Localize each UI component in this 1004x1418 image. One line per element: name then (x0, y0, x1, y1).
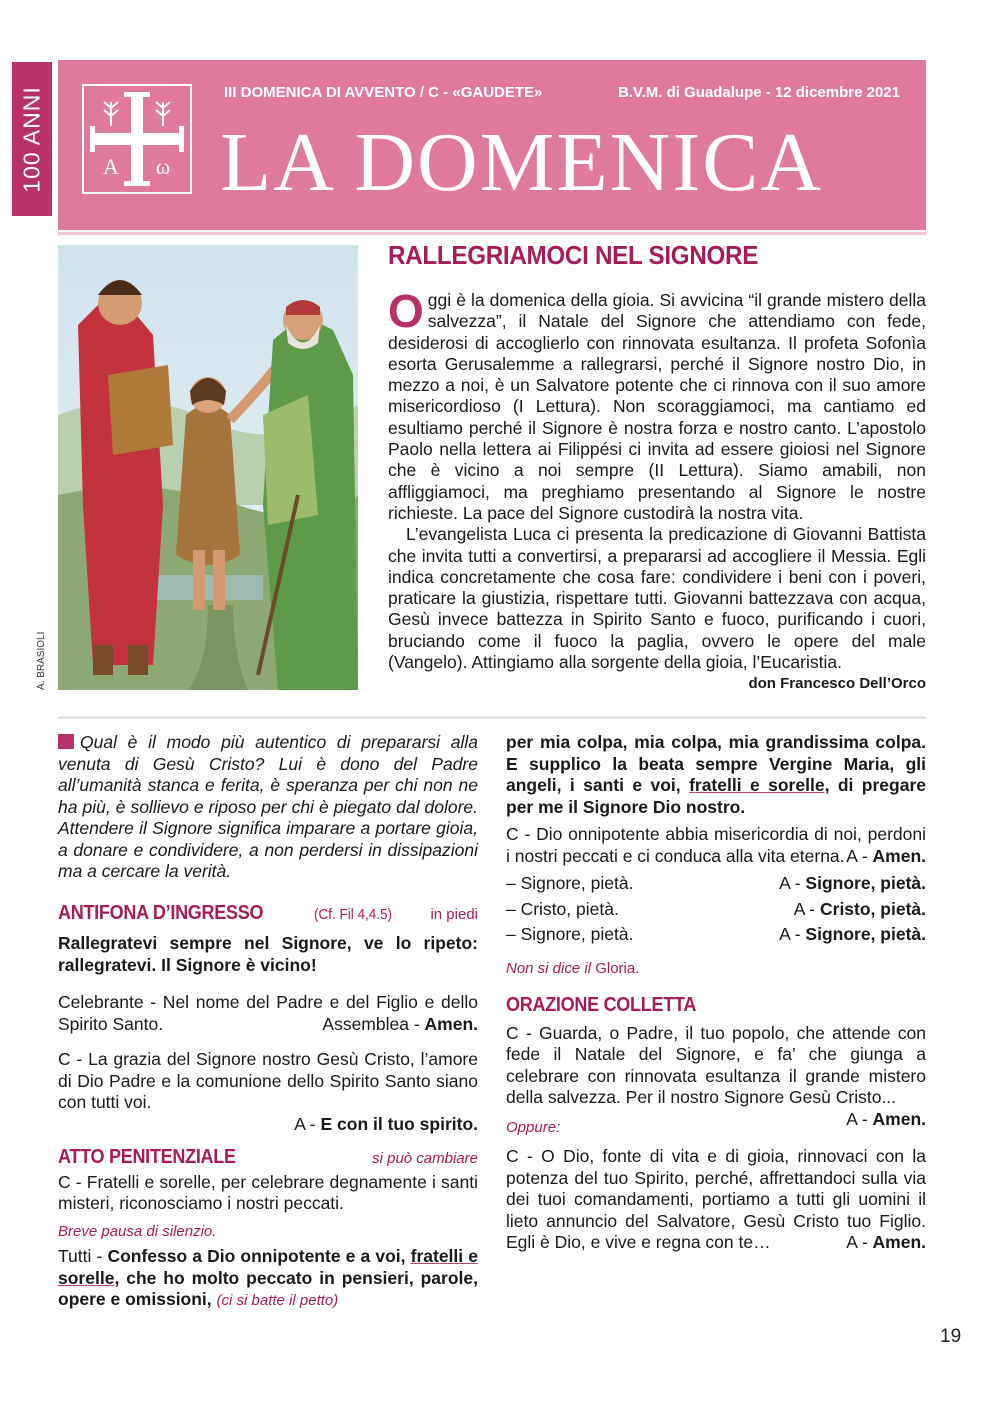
kyrie-call: – Cristo, pietà. (506, 898, 619, 919)
illustration-credit-wrap (36, 631, 94, 701)
colletta2-a-label: A - (846, 1232, 873, 1252)
colletta-amen: Amen. (872, 1108, 926, 1129)
centenary-label: 100 ANNI (18, 85, 45, 193)
kyrie-list (506, 873, 926, 946)
kyrie-response: Signore, pietà. (805, 924, 926, 944)
confesso-c-underlined: fratelli e sorelle (689, 775, 825, 795)
kyrie-response: Cristo, pietà. (820, 898, 926, 919)
confesso-b: , che ho molto peccato in pensieri, parole, opere e omissioni, (58, 1267, 478, 1309)
confesso-part-2 (506, 732, 926, 818)
kyrie-row (506, 873, 926, 895)
confesso-part-1 (58, 1246, 478, 1312)
assemblea-response: Amen. (424, 1013, 478, 1034)
confesso-rubric: (ci si batte il petto) (216, 1292, 339, 1309)
confesso-underlined: fratelli e sorelle (58, 1246, 478, 1288)
masthead-rule (58, 232, 926, 235)
left-column (58, 732, 478, 1312)
dropcap: O (388, 285, 424, 337)
assemblea-label: Assemblea - (322, 1013, 425, 1034)
kyrie-label: A - (793, 898, 820, 919)
antifona-header (58, 903, 478, 926)
gloria-rubric-b: Gloria. (595, 959, 640, 977)
logo-alpha: A (103, 154, 119, 179)
antifona-text: Rallegratevi sempre nel Signore, ve lo ripeto: rallegratevi. Il Signore è vicino! (58, 933, 478, 975)
kyrie-call: – Signore, pietà. (506, 873, 634, 893)
article-body (388, 285, 926, 695)
square-bullet-icon (58, 734, 74, 749)
intro-question (58, 732, 478, 883)
article-paragraph-2 (388, 524, 926, 693)
colletta-prayer-2 (506, 1146, 926, 1254)
article-signature: don Francesco Dell’Orco (748, 675, 926, 693)
antifona-posture: in piedi (430, 905, 478, 923)
masthead-banner (58, 60, 926, 230)
tutti-label: Tutti - (58, 1246, 108, 1266)
intro-question-text: Qual è il modo più autentico di prepararsi alla venuta di Gesù Cristo? Lui è dono del Padre all’umanità stanca e ferita, è speranza per chi non ne ha più, è sollievo e riposo per chi è piegato dal dolore. Attendere il Signore significa imparare a portare gioia, a donare e condividere, a non perdersi in dissipazioni ma a cercare la verità. (58, 732, 478, 881)
article-p2-text: L’evangelista Luca ci presenta la predicazione di Giovanni Battista che invita tutti a convertirsi, a prepararsi ad accogliere il Messia. Egli indica concretamente che cosa fare: condividere i beni con i poveri, praticare la giustizia, rispettare tutti. Giovanni battezzava con acqua, Gesù invece battezza in Spirito Santo e fuoco, purificando i cuori, bruciando come il fuoco la paglia, ovvero le opere del male (Vangelo). Attingiamo alla sorgente della gioia, l’Eucaristia. (388, 524, 926, 673)
celebrante-text: Celebrante - Nel nome del Padre e del Figlio e dello Spirito Santo. (58, 992, 478, 1034)
feast-date: B.V.M. di Guadalupe - 12 dicembre 2021 (617, 84, 900, 101)
cross-logo-icon (82, 84, 192, 194)
article-headline: RALLEGRIAMOCI NEL SIGNORE (388, 240, 759, 270)
atto-note: si può cambiare (372, 1150, 478, 1167)
atto-header (58, 1147, 478, 1170)
antifona-title: ANTIFONA D’INGRESSO (58, 901, 264, 924)
confesso-a: Confesso a Dio onnipotente e a voi, (107, 1246, 411, 1266)
saluto-response (58, 1114, 478, 1136)
centenary-tab (12, 62, 52, 216)
gloria-rubric (506, 958, 926, 980)
absolution-amen: Amen. (872, 845, 926, 866)
article-p1-text: ggi è la domenica della gioia. Si avvicina “il grande mistero della salvezza”, il Natale del Signore che attendiamo con fede, desiderosi di accoglierlo con rinnovata esultanza. Il profeta Sofonìa esorta Gerusalemme a rallegrarsi, perché il Signore nostro Dio, in mezzo a noi, è un Salvatore potente che ci rinnova con il suo amore misericordioso (I Lettura). Non scoraggiamoci, ma cantiamo ed esultiamo perché il Signore è nostra forza e nostro canto. L’apostolo Paolo nella lettera ai Filippési ci invita ad essere gioiosi nel Signore che è vicino a noi sempre (II Lettura). Siamo amabili, non affliggiamoci, ma preghiamo presentando al Signore le nostre richieste. La pace del Signore custodirà la nostra vita. (388, 290, 926, 523)
kyrie-call: – Signore, pietà. (506, 924, 634, 944)
colletta-text-1: C - Guarda, o Padre, il tuo popolo, che attende con fede il Natale del Signore, e fa’ che giunga a celebrare con rinnovata esultanza il grande mistero della salvezza. Per il nostro Signore Gesù Cristo... (506, 1022, 926, 1107)
colletta-a-label: A - (846, 1108, 873, 1129)
colletta-text-2: C - O Dio, fonte di vita e di gioia, rinnovaci con la potenza del tuo Spirito, perché, affrettandoci sulla via dei tuoi comandamenti, portiamo a tutti gli uomini il lieto annuncio del Salvatore, Gesù Cristo tuo Figlio. Egli è Dio, e vive e regna con te… (506, 1146, 926, 1252)
page-number: 19 (940, 1326, 962, 1347)
illustration-credit: A. BRASIOLI (36, 631, 47, 690)
gloria-rubric-a: Non si dice il (506, 959, 596, 977)
atto-invitation: C - Fratelli e sorelle, per celebrare degnamente i santi misteri, riconosciamo i nostri peccati. (58, 1171, 478, 1213)
antifona-ref: (Cf. Fil 4,4.5) (314, 905, 393, 923)
kyrie-label: A - (779, 873, 806, 893)
atto-title: ATTO PENITENZIALE (58, 1146, 236, 1168)
colletta2-amen: Amen. (872, 1232, 926, 1252)
colletta-title: ORAZIONE COLLETTA (506, 994, 697, 1016)
logo-omega: ω (155, 154, 171, 179)
john-baptist-illustration (58, 245, 358, 690)
saluto-grazia: C - La grazia del Signore nostro Gesù Cristo, l’amore di Dio Padre e la comunione dello Spirito Santo siano con tutti voi. (58, 1049, 478, 1112)
masthead-title: LA DOMENICA (220, 116, 823, 209)
saluto-celebrante (58, 992, 478, 1035)
kyrie-row (506, 924, 926, 946)
absolution-text: C - Dio onnipotente abbia misericordia di noi, perdoni i nostri peccati e ci conduca alla vita eterna. (506, 824, 926, 866)
liturgical-day: III DOMENICA DI AVVENTO / C - «GAUDETE» (224, 84, 543, 101)
right-column (506, 732, 926, 1254)
kyrie-row (506, 899, 926, 921)
section-divider (58, 716, 926, 719)
oppure-rubric: Oppure: (506, 1118, 561, 1136)
silence-rubric: Breve pausa di silenzio. (58, 1222, 217, 1240)
saluto-a-label: A - (294, 1113, 321, 1134)
confesso-c2: , di pregare per me il Signore Dio nostro. (506, 775, 926, 817)
kyrie-label: A - (779, 924, 806, 944)
absolution-a-label: A - (846, 845, 873, 866)
article-paragraph-1 (388, 285, 926, 524)
colletta-header (506, 995, 926, 1017)
confesso-c1: per mia colpa, mia colpa, mia grandissima colpa. E supplico la beata sempre Vergine Maria, gli angeli, i santi e voi, (506, 732, 926, 795)
saluto-a-resp: E con il tuo spirito. (320, 1113, 478, 1134)
kyrie-response: Signore, pietà. (805, 873, 926, 893)
absolution (506, 824, 926, 867)
